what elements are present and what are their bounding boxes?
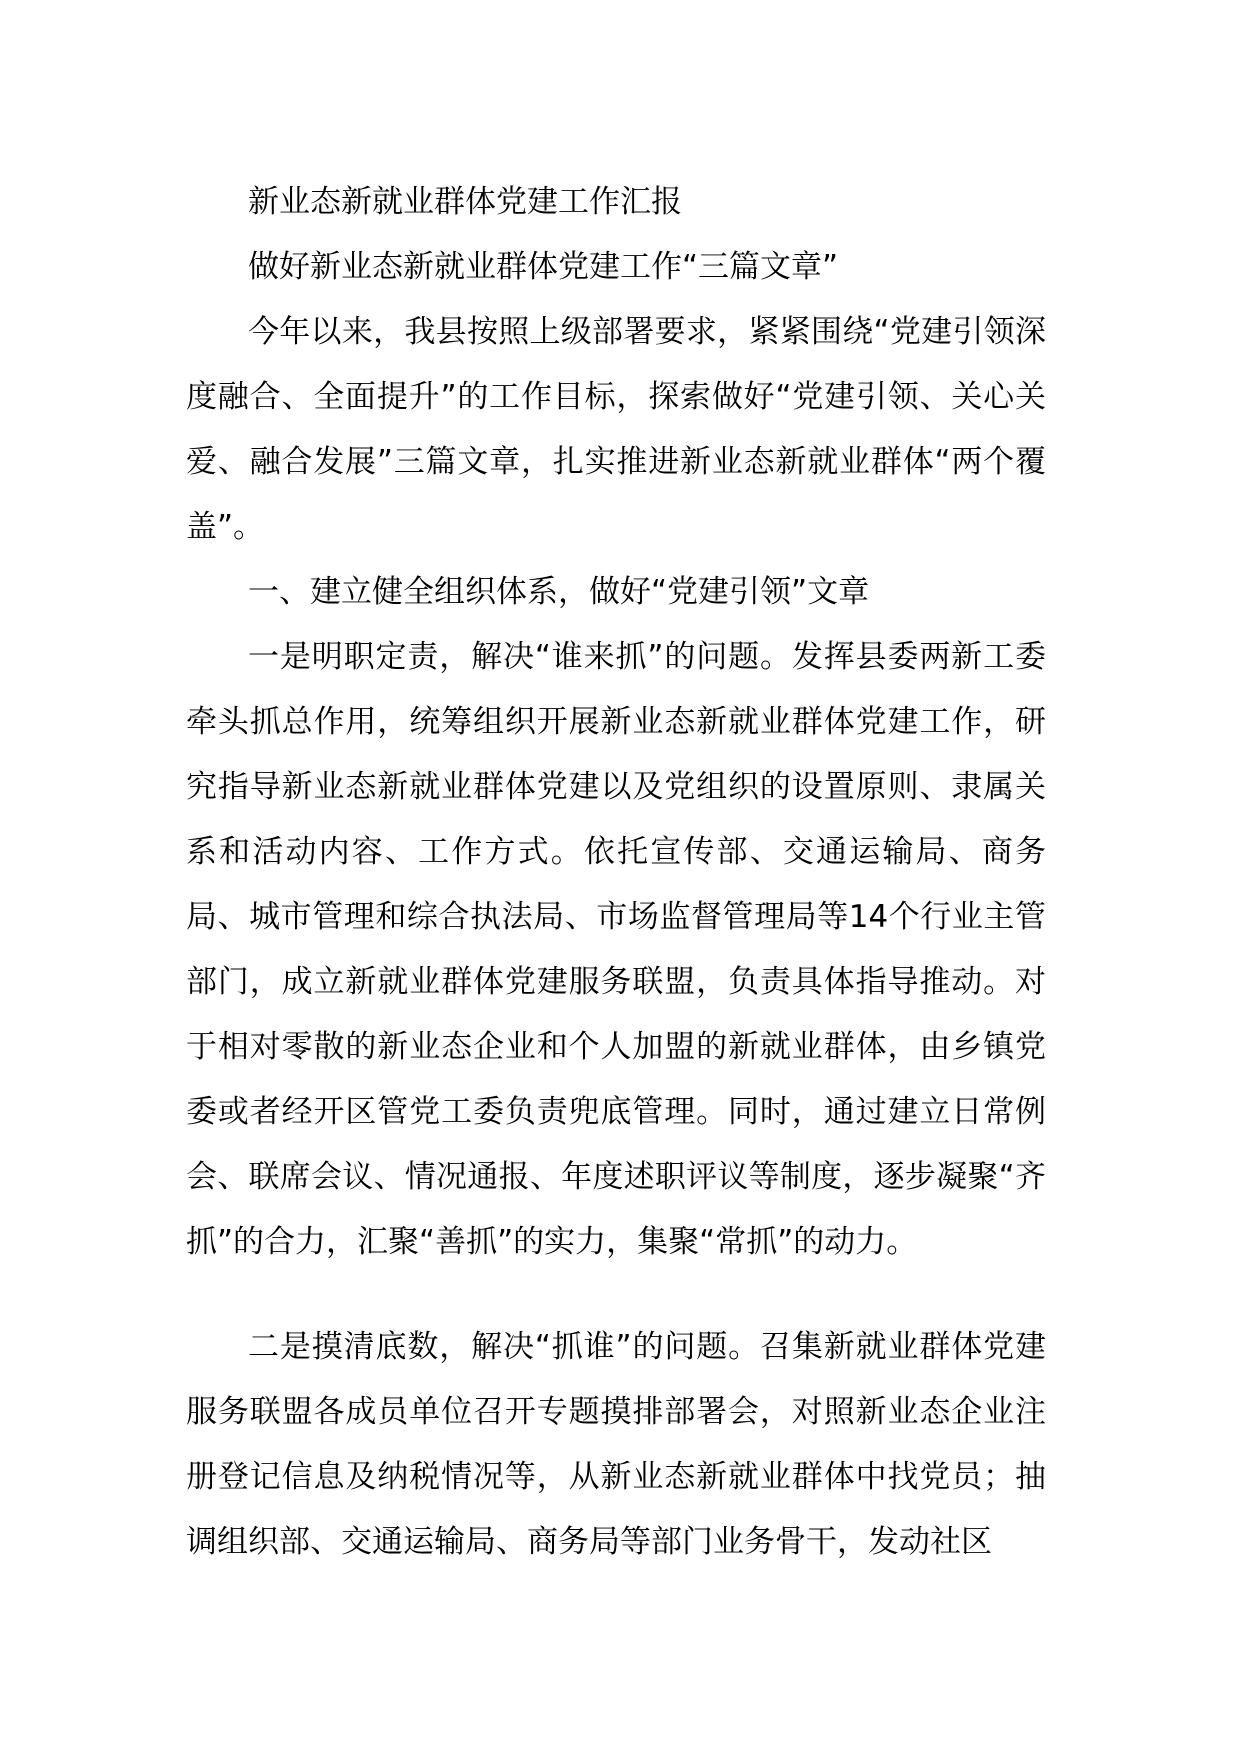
body-paragraph-2: 二是摸清底数，解决“抓谁”的问题。召集新就业群体党建服务联盟各成员单位召开专题摸排部署会，对照新业态企业注册登记信息及纳税情况等，从新业态新就业群体中找党员；抽调组织部、交通运输局、商务局等部门业务骨干，发动社区 <box>186 1329 1046 1560</box>
intro-paragraph: 今年以来，我县按照上级部署要求，紧紧围绕“党建引领深度融合、全面提升”的工作目标，探索做好“党建引领、关心关爱、融合发展”三篇文章，扎实推进新业态新就业群体“两个覆盖”。 <box>186 314 1046 545</box>
section-heading: 一、建立健全组织体系，做好“党建引领”文章 <box>248 574 870 610</box>
body-paragraph-1: 一是明职定责，解决“谁来抓”的问题。发挥县委两新工委牵头抓总作用，统筹组织开展新业态新就业群体党建工作，研究指导新业态新就业群体党建以及党组织的设置原则、隶属关系和活动内容、工作方式。依托宣传部、交通运输局、商务局、城市管理和综合执法局、市场监督管理局等14个行业主管部门，成立新就业群体党建服务联盟，负责具体指导推动。对于相对零散的新业态企业和个人加盟的新就业群体，由乡镇党委或者经开区管党工委负责兜底管理。同时，通过建立日常例会、联席会议、情况通报、年度述职评议等制度，逐步凝聚“齐抓”的合力，汇聚“善抓”的实力，集聚“常抓”的动力。 <box>186 639 1046 1260</box>
paragraph-spacer <box>186 1275 1046 1315</box>
document-subtitle: 做好新业态新就业群体党建工作“三篇文章” <box>248 249 839 285</box>
document-title: 新业态新就业群体党建工作汇报 <box>248 184 682 220</box>
document-body <box>186 170 1046 1575</box>
